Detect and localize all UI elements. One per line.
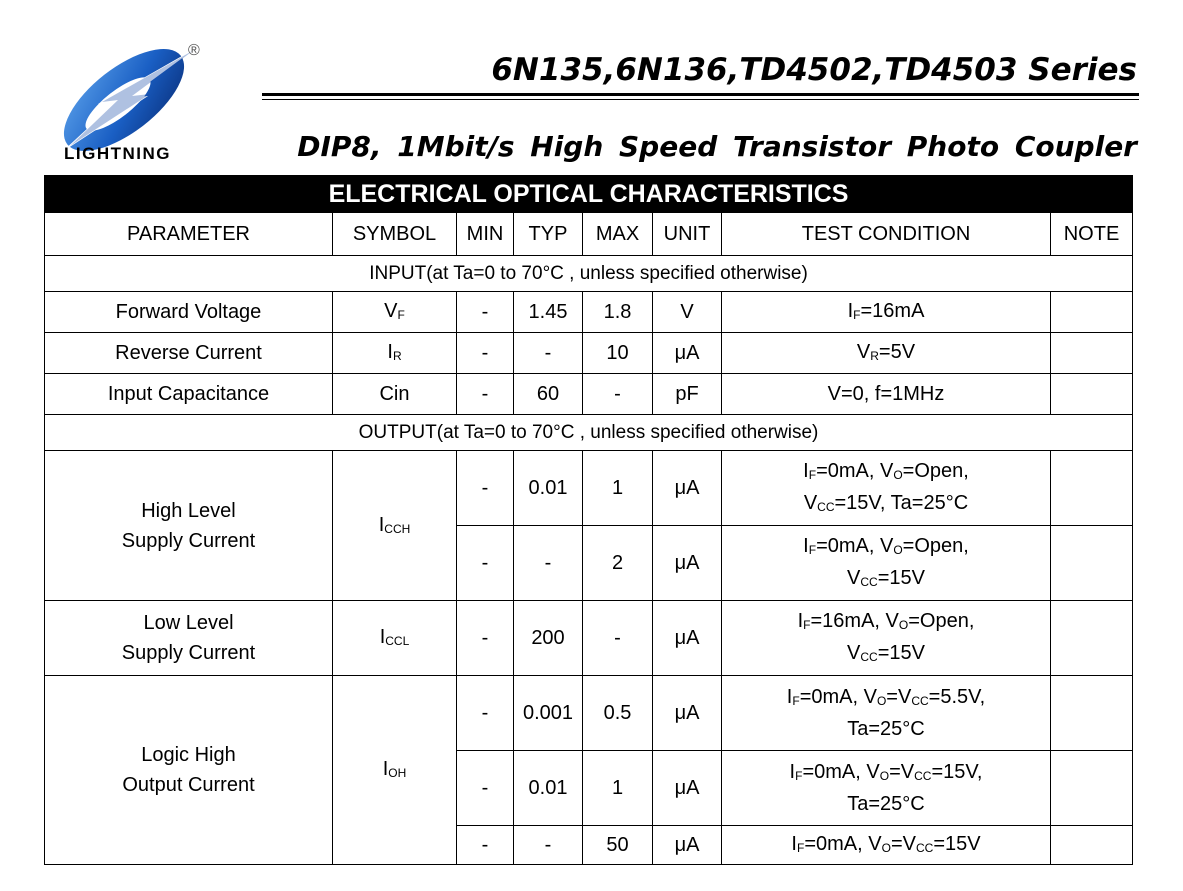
unit-value: μA bbox=[653, 601, 722, 676]
table-row bbox=[45, 451, 1133, 526]
note-cell bbox=[1051, 451, 1133, 526]
max-value: 0.5 bbox=[583, 676, 653, 751]
characteristics-table bbox=[44, 175, 1133, 865]
min-value: - bbox=[457, 751, 514, 826]
col-min: MIN bbox=[457, 213, 514, 256]
typ-value: 200 bbox=[514, 601, 583, 676]
min-value: - bbox=[457, 374, 514, 415]
table-row bbox=[45, 601, 1133, 676]
input-section-header: INPUT(at Ta=0 to 70°C , unless specified otherwise) bbox=[45, 256, 1133, 292]
note-cell bbox=[1051, 751, 1133, 826]
document-title: 6N135,6N136,TD4502,TD4503 Series bbox=[491, 52, 1137, 88]
min-value: - bbox=[457, 292, 514, 333]
symbol-ioh: $I_{OH}$ bbox=[333, 676, 457, 865]
note-cell bbox=[1051, 292, 1133, 333]
output-section-header: OUTPUT(at Ta=0 to 70°C , unless specified otherwise) bbox=[45, 415, 1133, 451]
unit-value: μA bbox=[653, 526, 722, 601]
unit-value: pF bbox=[653, 374, 722, 415]
col-note: NOTE bbox=[1051, 213, 1133, 256]
min-value: - bbox=[457, 333, 514, 374]
unit-value: V bbox=[653, 292, 722, 333]
test-condition: $I_F=0mA$, $V_O=V_{CC}=15V$, Ta=25°C bbox=[722, 751, 1051, 826]
col-max: MAX bbox=[583, 213, 653, 256]
test-condition: $I_F=0mA$, $V_O=Open$, $V_{CC}=15V$, Ta=25°C bbox=[722, 451, 1051, 526]
test-condition: $I_F=0mA$, $V_O=V_{CC}=5.5V$, Ta=25°C bbox=[722, 676, 1051, 751]
test-condition: $I_F=16mA$, $V_O=Open$, $V_{CC}=15V$ bbox=[722, 601, 1051, 676]
typ-value: 0.001 bbox=[514, 676, 583, 751]
col-parameter: PARAMETER bbox=[45, 213, 333, 256]
param-forward-voltage: Forward Voltage bbox=[45, 292, 333, 333]
col-symbol: SYMBOL bbox=[333, 213, 457, 256]
max-value: 50 bbox=[583, 826, 653, 865]
unit-value: μA bbox=[653, 451, 722, 526]
typ-value: 0.01 bbox=[514, 451, 583, 526]
table-row bbox=[45, 676, 1133, 751]
unit-value: μA bbox=[653, 333, 722, 374]
col-unit: UNIT bbox=[653, 213, 722, 256]
title-rule-thick bbox=[262, 93, 1139, 96]
note-cell bbox=[1051, 374, 1133, 415]
note-cell bbox=[1051, 676, 1133, 751]
param-high-level-supply-current: High Level Supply Current bbox=[45, 451, 333, 601]
test-condition: V=0, f=1MHz bbox=[722, 374, 1051, 415]
test-condition: $I_F=0mA$, $V_O=V_{CC}=15V$ bbox=[722, 826, 1051, 865]
typ-value: - bbox=[514, 333, 583, 374]
typ-value: 1.45 bbox=[514, 292, 583, 333]
registered-mark: ® bbox=[188, 42, 200, 59]
symbol-iccl: $I_{CCL}$ bbox=[333, 601, 457, 676]
symbol-icch: $I_{CCH}$ bbox=[333, 451, 457, 601]
lightning-logo-icon bbox=[46, 40, 236, 160]
logo-text: LIGHTNING bbox=[64, 144, 171, 163]
test-condition: $V_R=5V$ bbox=[722, 333, 1051, 374]
symbol-cin: Cin bbox=[333, 374, 457, 415]
param-low-level-supply-current: Low Level Supply Current bbox=[45, 601, 333, 676]
table-title: ELECTRICAL OPTICAL CHARACTERISTICS bbox=[45, 176, 1133, 213]
typ-value: - bbox=[514, 826, 583, 865]
symbol-ir: $I_R$ bbox=[333, 333, 457, 374]
min-value: - bbox=[457, 526, 514, 601]
title-rule-thin bbox=[262, 99, 1139, 100]
note-cell bbox=[1051, 601, 1133, 676]
max-value: 1 bbox=[583, 751, 653, 826]
typ-value: - bbox=[514, 526, 583, 601]
min-value: - bbox=[457, 451, 514, 526]
note-cell bbox=[1051, 526, 1133, 601]
unit-value: μA bbox=[653, 826, 722, 865]
min-value: - bbox=[457, 826, 514, 865]
unit-value: μA bbox=[653, 676, 722, 751]
company-logo bbox=[46, 40, 236, 170]
max-value: 1.8 bbox=[583, 292, 653, 333]
test-condition: $I_F=0mA$, $V_O=Open$, $V_{CC}=15V$ bbox=[722, 526, 1051, 601]
min-value: - bbox=[457, 601, 514, 676]
note-cell bbox=[1051, 333, 1133, 374]
table-row bbox=[45, 292, 1133, 333]
max-value: 10 bbox=[583, 333, 653, 374]
table-row bbox=[45, 333, 1133, 374]
test-condition: $I_F=16mA$ bbox=[722, 292, 1051, 333]
document-subtitle: DIP8, 1Mbit/s High Speed Transistor Photo Coupler bbox=[297, 130, 1137, 163]
max-value: - bbox=[583, 374, 653, 415]
max-value: 2 bbox=[583, 526, 653, 601]
max-value: 1 bbox=[583, 451, 653, 526]
param-reverse-current: Reverse Current bbox=[45, 333, 333, 374]
column-header-row bbox=[45, 213, 1133, 256]
symbol-vf: $V_F$ bbox=[333, 292, 457, 333]
col-test-condition: TEST CONDITION bbox=[722, 213, 1051, 256]
typ-value: 0.01 bbox=[514, 751, 583, 826]
col-typ: TYP bbox=[514, 213, 583, 256]
unit-value: μA bbox=[653, 751, 722, 826]
note-cell bbox=[1051, 826, 1133, 865]
param-input-capacitance: Input Capacitance bbox=[45, 374, 333, 415]
param-logic-high-output-current: Logic High Output Current bbox=[45, 676, 333, 865]
min-value: - bbox=[457, 676, 514, 751]
typ-value: 60 bbox=[514, 374, 583, 415]
table-row bbox=[45, 374, 1133, 415]
max-value: - bbox=[583, 601, 653, 676]
